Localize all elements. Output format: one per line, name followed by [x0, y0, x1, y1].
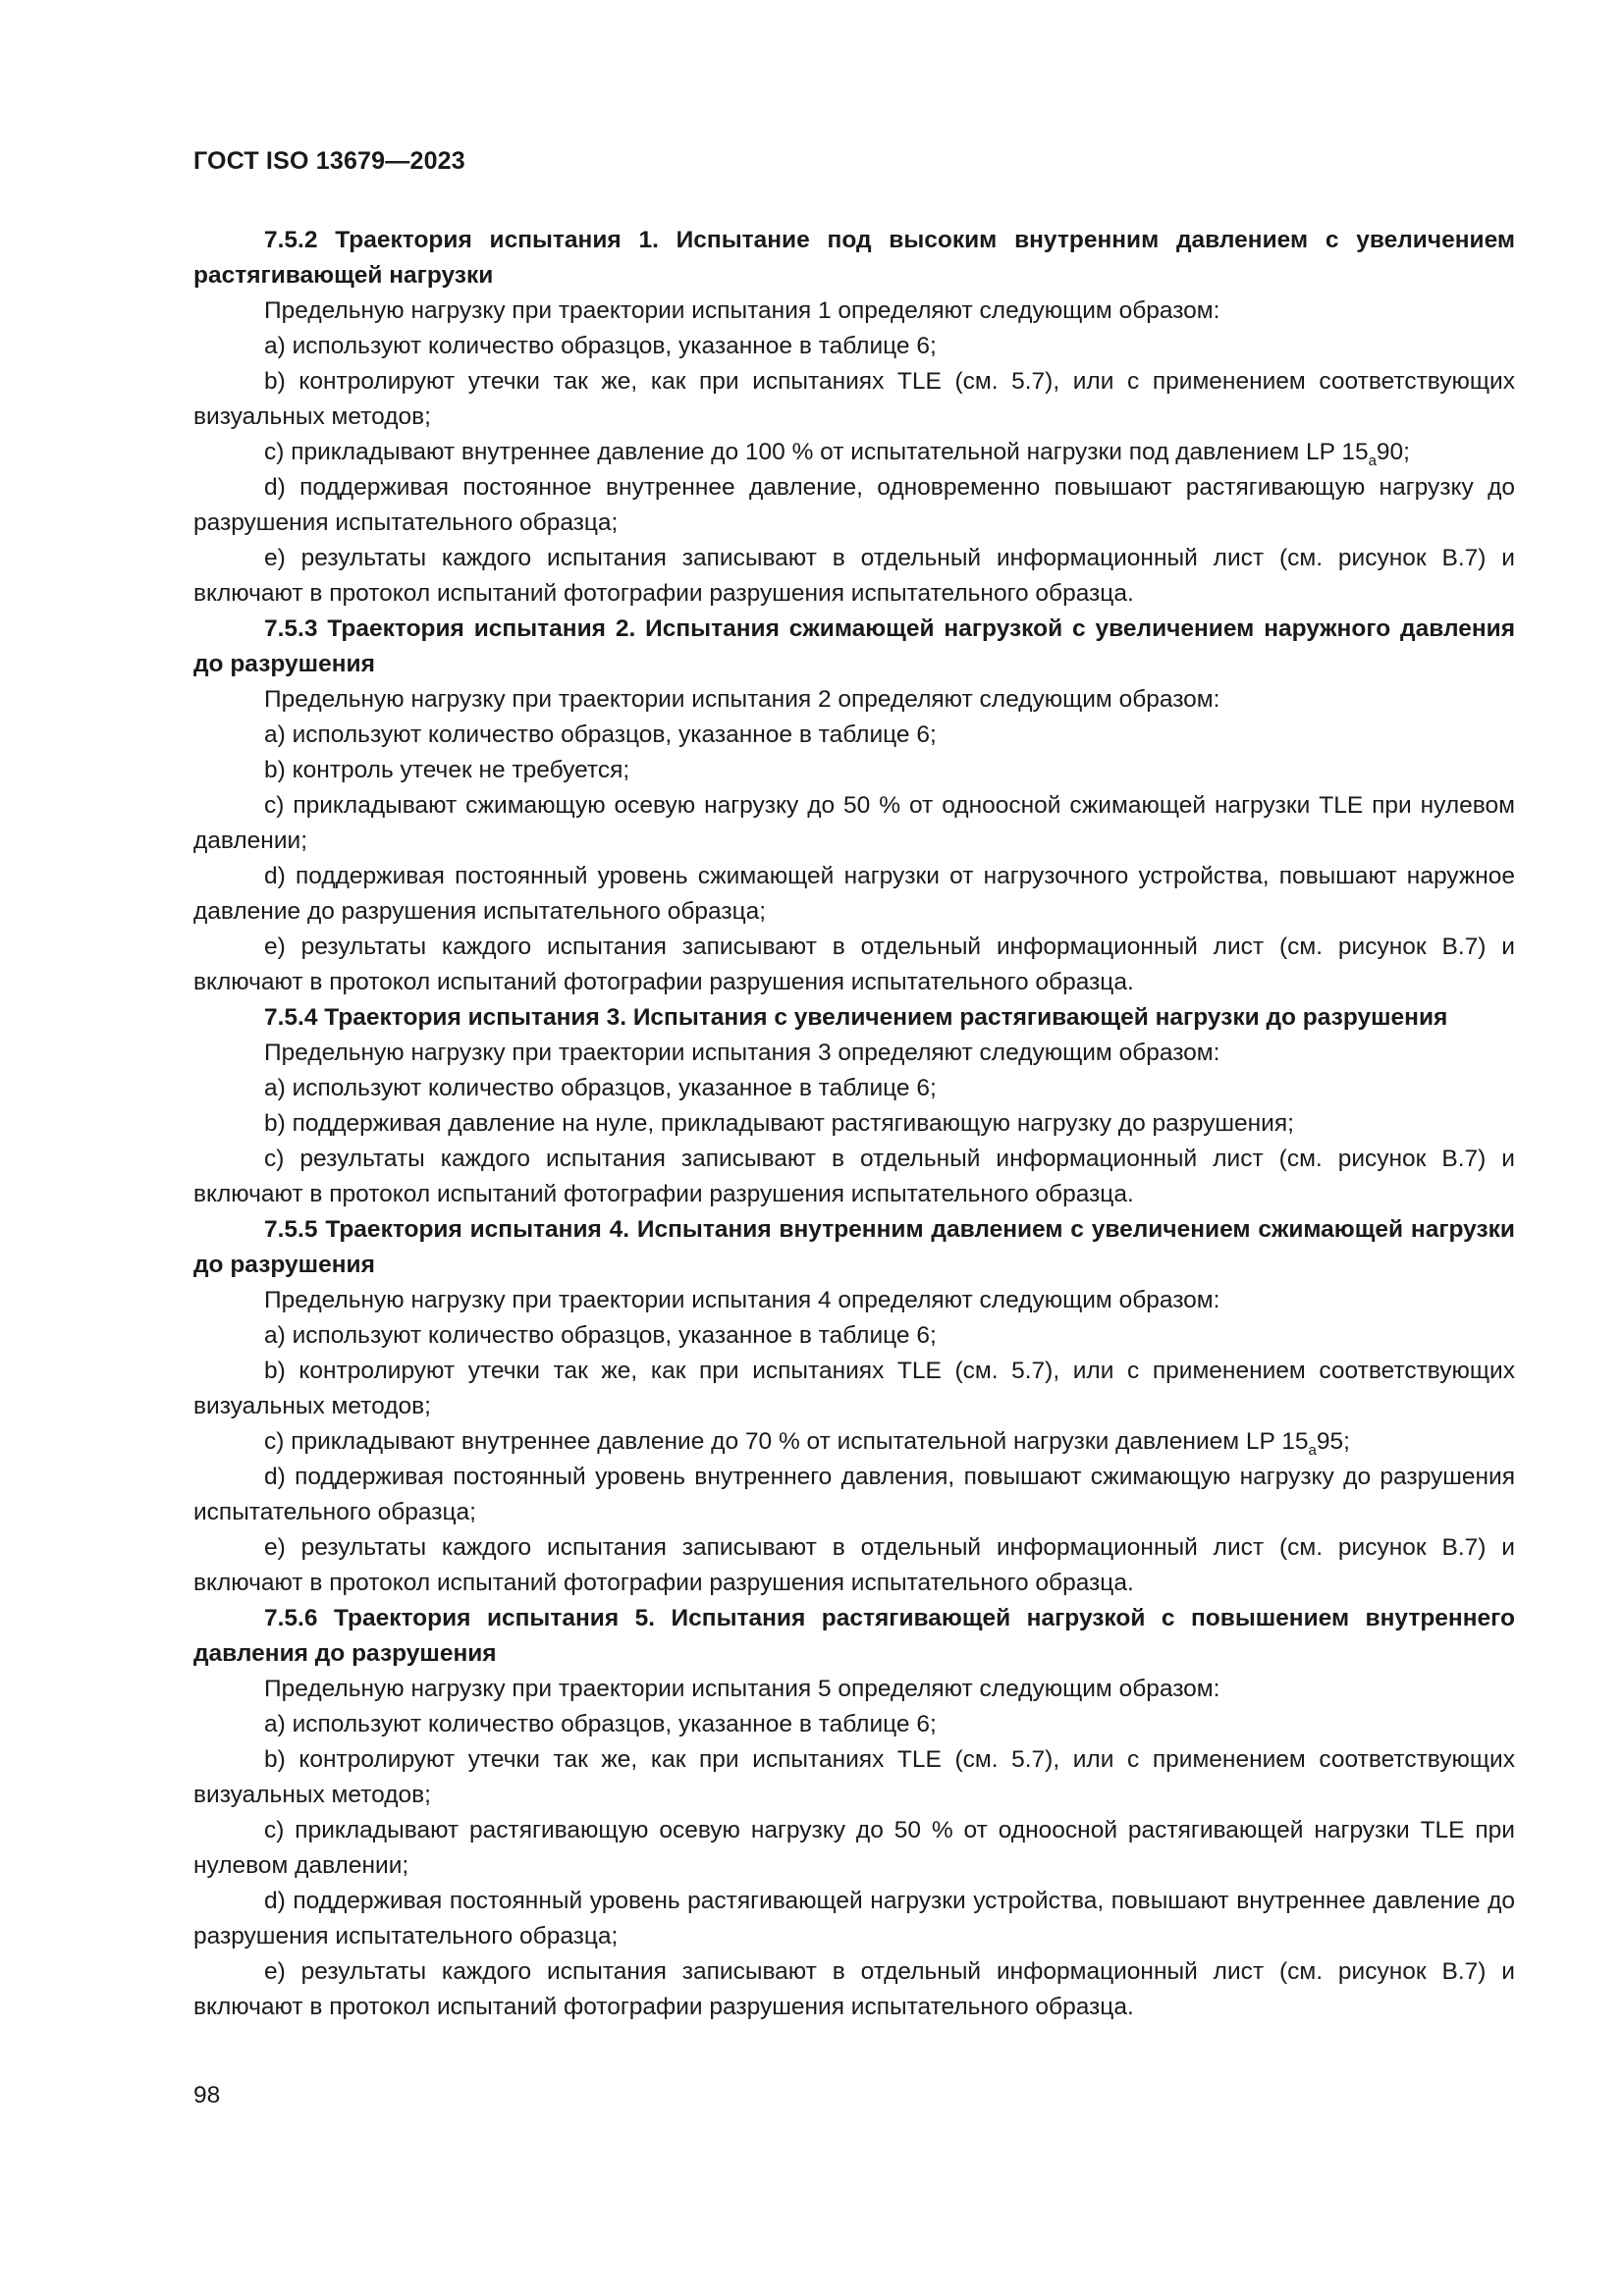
list-item-tail: 90;: [1376, 439, 1410, 465]
document-header: ГОСТ ISO 13679—2023: [193, 147, 465, 175]
section-heading: 7.5.6 Траектория испытания 5. Испытания растягивающей нагрузкой с повышением внутреннего давления до разрушения: [193, 1605, 1515, 1667]
list-item: d) поддерживая постоянный уровень внутреннего давления, повышают сжимающую нагрузку до разрушения испытательного образца;: [193, 1464, 1515, 1525]
section-heading: 7.5.4 Траектория испытания 3. Испытания с увеличением растягивающей нагрузки до разрушения: [264, 1004, 1448, 1031]
list-item: a) используют количество образцов, указанное в таблице 6;: [264, 721, 937, 748]
list-item: e) результаты каждого испытания записывают в отдельный информационный лист (см. рисунок В.7) и включают в протокол испытаний фотографии разрушения испытательного образца.: [193, 1958, 1515, 2020]
list-item: d) поддерживая постоянный уровень сжимающей нагрузки от нагрузочного устройства, повышают наружное давление до разрушения испытательного образца;: [193, 863, 1515, 925]
list-item: a) используют количество образцов, указанное в таблице 6;: [264, 1075, 937, 1101]
list-item: b) контролируют утечки так же, как при испытаниях TLE (см. 5.7), или с применением соответствующих визуальных методов;: [193, 1358, 1515, 1419]
list-item: c) прикладывают сжимающую осевую нагрузку до 50 % от одноосной сжимающей нагрузки TLE при нулевом давлении;: [193, 792, 1515, 854]
section-heading: 7.5.2 Траектория испытания 1. Испытание под высоким внутренним давлением с увеличением растягивающей нагрузки: [193, 227, 1515, 289]
list-item: a) используют количество образцов, указанное в таблице 6;: [264, 333, 937, 359]
section-heading: 7.5.5 Траектория испытания 4. Испытания внутренним давлением с увеличением сжимающей нагрузки до разрушения: [193, 1216, 1515, 1278]
list-item: e) результаты каждого испытания записывают в отдельный информационный лист (см. рисунок В.7) и включают в протокол испытаний фотографии разрушения испытательного образца.: [193, 934, 1515, 995]
list-item: d) поддерживая постоянное внутреннее давление, одновременно повышают растягивающую нагрузку до разрушения испытательного образца;: [193, 474, 1515, 536]
list-item: e) результаты каждого испытания записывают в отдельный информационный лист (см. рисунок В.7) и включают в протокол испытаний фотографии разрушения испытательного образца.: [193, 545, 1515, 607]
section-intro: Предельную нагрузку при траектории испытания 5 определяют следующим образом:: [264, 1676, 1220, 1702]
list-item: b) контролируют утечки так же, как при испытаниях TLE (см. 5.7), или с применением соответствующих визуальных методов;: [193, 1746, 1515, 1808]
list-item: b) контроль утечек не требуется;: [264, 757, 630, 783]
list-item-text: c) прикладывают внутреннее давление до 100 % от испытательной нагрузки под давлением LP 15: [264, 439, 1369, 465]
list-item: b) поддерживая давление на нуле, прикладывают растягивающую нагрузку до разрушения;: [264, 1110, 1294, 1137]
section-intro: Предельную нагрузку при траектории испытания 1 определяют следующим образом:: [264, 297, 1220, 324]
section-intro: Предельную нагрузку при траектории испытания 3 определяют следующим образом:: [264, 1040, 1220, 1066]
list-item: b) контролируют утечки так же, как при испытаниях TLE (см. 5.7), или с применением соответствующих визуальных методов;: [193, 368, 1515, 430]
document-body: [193, 223, 1515, 2025]
list-item: c) результаты каждого испытания записывают в отдельный информационный лист (см. рисунок В.7) и включают в протокол испытаний фотографии разрушения испытательного образца.: [193, 1146, 1515, 1207]
list-item: e) результаты каждого испытания записывают в отдельный информационный лист (см. рисунок В.7) и включают в протокол испытаний фотографии разрушения испытательного образца.: [193, 1534, 1515, 1596]
list-item: [193, 1424, 1515, 1460]
list-item-text: c) прикладывают внутреннее давление до 70 % от испытательной нагрузки давлением LP 15: [264, 1428, 1309, 1455]
list-item: d) поддерживая постоянный уровень растягивающей нагрузки устройства, повышают внутреннее давление до разрушения испытательного образца;: [193, 1888, 1515, 1949]
subscript: a: [1368, 453, 1377, 469]
list-item-tail: 95;: [1316, 1428, 1350, 1455]
list-item: a) используют количество образцов, указанное в таблице 6;: [264, 1322, 937, 1349]
list-item: c) прикладывают растягивающую осевую нагрузку до 50 % от одноосной растягивающей нагрузки TLE при нулевом давлении;: [193, 1817, 1515, 1879]
page-number: 98: [193, 2082, 221, 2109]
subscript: a: [1308, 1442, 1317, 1459]
list-item: [193, 435, 1515, 470]
section-intro: Предельную нагрузку при траектории испытания 4 определяют следующим образом:: [264, 1287, 1220, 1313]
section-heading: 7.5.3 Траектория испытания 2. Испытания сжимающей нагрузкой с увеличением наружного давления до разрушения: [193, 615, 1515, 677]
section-intro: Предельную нагрузку при траектории испытания 2 определяют следующим образом:: [264, 686, 1220, 713]
list-item: a) используют количество образцов, указанное в таблице 6;: [264, 1711, 937, 1737]
